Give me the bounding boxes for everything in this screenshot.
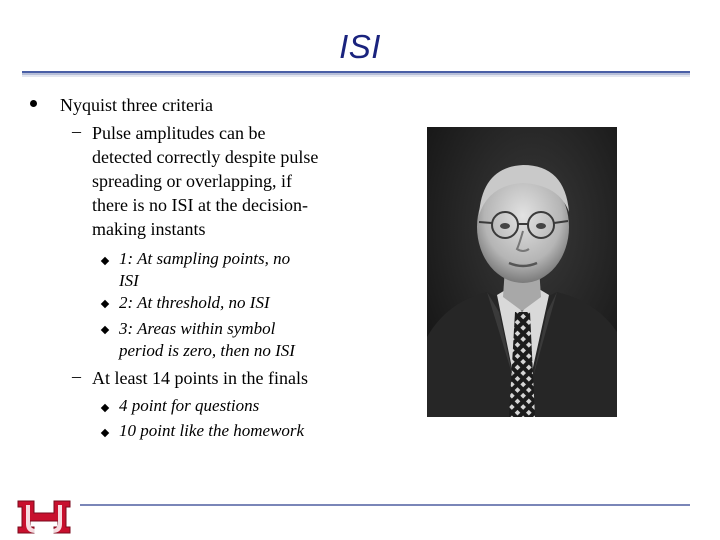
criterion-3-line-1: 3: Areas within symbol bbox=[119, 319, 276, 338]
criterion-2: 2: At threshold, no ISI bbox=[119, 293, 270, 312]
diamond-bullet-2 bbox=[101, 300, 109, 308]
dash-1: – bbox=[72, 121, 81, 141]
bullet-dot bbox=[30, 100, 37, 107]
dash-2: – bbox=[72, 366, 81, 386]
sub1-line-4: there is no ISI at the decision- bbox=[92, 195, 308, 215]
sub2-line: At least 14 points in the finals bbox=[92, 368, 308, 388]
grading-item-1: 4 point for questions bbox=[119, 396, 260, 415]
sub1-line-1: Pulse amplitudes can be bbox=[92, 123, 266, 143]
sub1-line-5: making instants bbox=[92, 219, 206, 239]
sub1-line-2: detected correctly despite pulse bbox=[92, 147, 319, 167]
criterion-3-line-2: period is zero, then no ISI bbox=[119, 341, 295, 360]
grading-item-2: 10 point like the homework bbox=[119, 421, 305, 440]
sub1-line-3: spreading or overlapping, if bbox=[92, 171, 292, 191]
diamond-bullet-5 bbox=[101, 429, 109, 437]
diamond-bullet-3 bbox=[101, 326, 109, 334]
criterion-1-line-2: ISI bbox=[119, 271, 139, 290]
slide-title: ISI bbox=[339, 28, 381, 65]
diamond-bullet-4 bbox=[101, 404, 109, 412]
university-logo bbox=[16, 497, 72, 537]
portrait-photo bbox=[427, 127, 617, 417]
footer-divider bbox=[80, 504, 690, 506]
criterion-1-line-1: 1: At sampling points, no bbox=[119, 249, 291, 268]
bullet-nyquist: Nyquist three criteria bbox=[60, 95, 213, 115]
diamond-bullet-1 bbox=[101, 257, 109, 265]
